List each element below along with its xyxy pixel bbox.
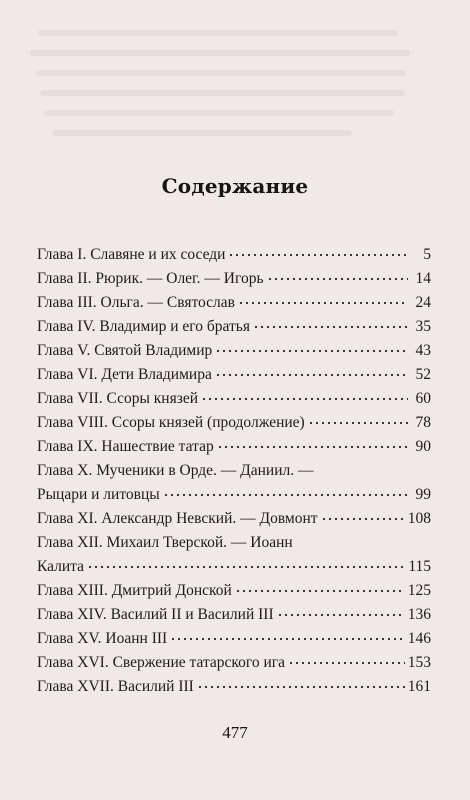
toc-entry-title: Глава II. Рюрик. — Олег. — Игорь — [37, 270, 264, 287]
toc-entry-page: 125 — [407, 582, 431, 599]
toc-entry — [37, 243, 431, 267]
dot-leader — [217, 436, 408, 452]
toc-entry-page: 5 — [423, 246, 431, 263]
toc-entry — [37, 507, 431, 531]
toc-entry-page: 108 — [407, 510, 431, 527]
toc-entry-title: Глава XVI. Свержение татарского ига — [37, 654, 286, 671]
toc-entry-title: Глава IX. Нашествие татар — [37, 438, 214, 455]
dot-leader — [238, 292, 408, 308]
toc-entry-page: 146 — [407, 630, 431, 647]
toc-entry — [37, 651, 431, 675]
toc-entry-page: 78 — [415, 414, 431, 431]
toc-entry — [37, 459, 431, 507]
toc-entry-page: 35 — [415, 318, 431, 335]
toc-entry-title: Глава V. Святой Владимир — [37, 342, 213, 359]
toc-entry-title: Глава IV. Владимир и его братья — [37, 318, 250, 335]
dot-leader — [267, 268, 408, 284]
toc-entry — [37, 291, 431, 315]
page-title: Содержание — [161, 174, 309, 198]
toc-entry-page: 90 — [415, 438, 431, 455]
toc-entry-title: Глава XI. Александр Невский. — Довмонт — [37, 510, 318, 527]
dot-leader — [163, 484, 408, 500]
dot-leader — [235, 580, 405, 596]
toc-entry-page: 60 — [415, 390, 431, 407]
dot-leader — [308, 412, 408, 428]
dot-leader — [277, 604, 405, 620]
toc-entry-page: 115 — [408, 558, 431, 575]
show-through-text — [0, 0, 470, 190]
toc-entry — [37, 315, 431, 339]
dot-leader — [87, 556, 405, 572]
dot-leader — [197, 676, 405, 692]
toc-entry-title: Глава VII. Ссоры князей — [37, 390, 198, 407]
toc-entry — [37, 387, 431, 411]
toc-entry — [37, 267, 431, 291]
toc-entry — [37, 579, 431, 603]
toc-entry-title: Глава VIII. Ссоры князей (продолжение) — [37, 414, 305, 431]
toc-entry — [37, 339, 431, 363]
dot-leader — [288, 652, 405, 668]
dot-leader — [321, 508, 405, 524]
toc-entry-page: 99 — [415, 486, 431, 503]
table-of-contents — [37, 243, 431, 699]
toc-entry-page: 52 — [415, 366, 431, 383]
dot-leader — [170, 628, 405, 644]
toc-entry — [37, 411, 431, 435]
toc-entry-page: 24 — [415, 294, 431, 311]
toc-entry-page: 136 — [407, 606, 431, 623]
toc-entry — [37, 363, 431, 387]
toc-entry-title: Глава XIII. Дмитрий Донской — [37, 582, 232, 599]
toc-entry — [37, 603, 431, 627]
toc-entry-page: 14 — [415, 270, 431, 287]
dot-leader — [228, 244, 408, 260]
toc-entry — [37, 435, 431, 459]
dot-leader — [253, 316, 408, 332]
dot-leader — [215, 364, 408, 380]
toc-entry-page: 161 — [407, 678, 431, 695]
toc-entry-page: 153 — [407, 654, 431, 671]
toc-entry — [37, 627, 431, 651]
dot-leader — [201, 388, 408, 404]
toc-entry-title: Калита — [37, 558, 85, 575]
toc-entry-title: Глава XVII. Василий III — [37, 678, 194, 695]
toc-entry-page: 43 — [415, 342, 431, 359]
dot-leader — [215, 340, 408, 356]
toc-entry — [37, 531, 431, 579]
toc-entry-title: Глава I. Славяне и их соседи — [37, 246, 226, 263]
toc-entry — [37, 675, 431, 699]
toc-entry-title-line: Глава XII. Михаил Тверской. — Иоанн — [37, 534, 293, 551]
toc-entry-title: Глава VI. Дети Владимира — [37, 366, 212, 383]
toc-entry-title: Глава III. Ольга. — Святослав — [37, 294, 235, 311]
toc-entry-title: Глава XV. Иоанн III — [37, 630, 168, 647]
page-number: 477 — [222, 723, 248, 742]
toc-entry-title: Рыцари и литовцы — [37, 486, 160, 503]
toc-entry-title-line: Глава X. Мученики в Орде. — Даниил. — — [37, 462, 314, 479]
toc-entry-title: Глава XIV. Василий II и Василий III — [37, 606, 274, 623]
